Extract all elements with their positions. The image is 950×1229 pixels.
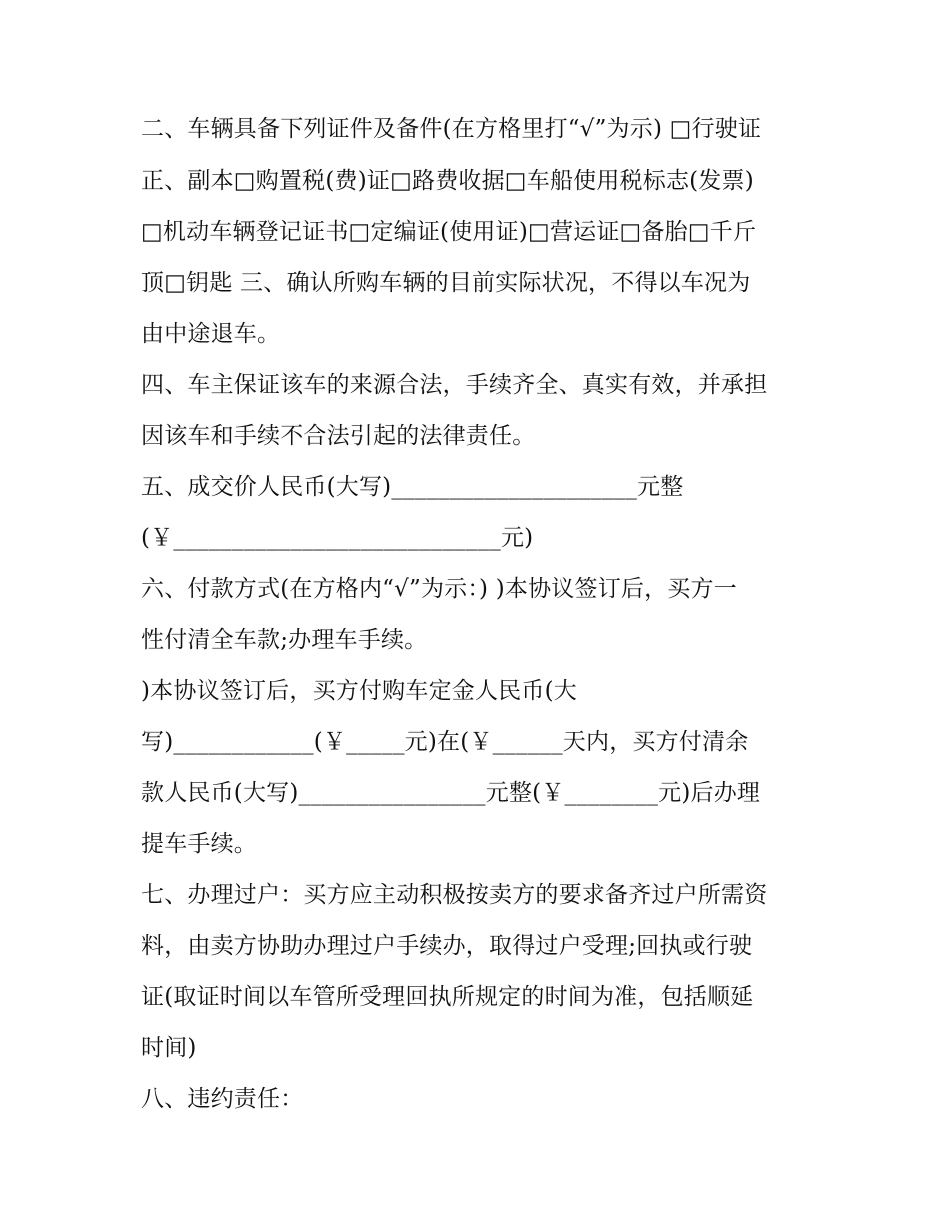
text-line: 证(取证时间以车管所受理回执所规定的时间为准，包括顺延 — [141, 984, 754, 1010]
text-line: □机动车辆登记证书□定编证(使用证)□营运证□备胎□千斤 — [141, 219, 757, 245]
text-line: 款人民币(大写)________________元整(￥________元)后办理 — [141, 780, 761, 806]
text-line: 八、违约责任： — [141, 1086, 304, 1112]
text-line: 正、副本□购置税(费)证□路费收据□车船使用税标志(发票) — [141, 168, 754, 194]
text-line: 五、成交价人民币(大写)_____________________元整 — [141, 474, 684, 500]
text-line: 性付清全车款;办理车手续。 — [141, 627, 428, 653]
text-line: 六、付款方式(在方格内“√”为示：) )本协议签订后，买方一 — [141, 576, 737, 602]
text-line: 由中途退车。 — [141, 321, 281, 347]
text-line: 写)____________(￥_____元)在(￥______天内，买方付清余 — [141, 729, 749, 755]
text-line: 四、车主保证该车的来源合法，手续齐全、真实有效，并承担 — [141, 372, 768, 398]
text-line: 因该车和手续不合法引起的法律责任。 — [141, 423, 536, 449]
text-line: 顶□钥匙 三、确认所购车辆的目前实际状况，不得以车况为 — [141, 270, 751, 296]
text-line: 提车手续。 — [141, 831, 257, 857]
text-line: 七、办理过户：买方应主动积极按卖方的要求备齐过户所需资 — [141, 882, 768, 908]
text-line: 料，由卖方协助办理过户手续办，取得过户受理;回执或行驶 — [141, 933, 753, 959]
text-line: 时间) — [141, 1035, 197, 1061]
text-line: 二、车辆具备下列证件及备件(在方格里打“√”为示) □行驶证 — [141, 116, 762, 142]
text-line: (￥____________________________元) — [141, 525, 534, 551]
text-line: )本协议签订后，买方付购车定金人民币(大 — [141, 678, 577, 704]
